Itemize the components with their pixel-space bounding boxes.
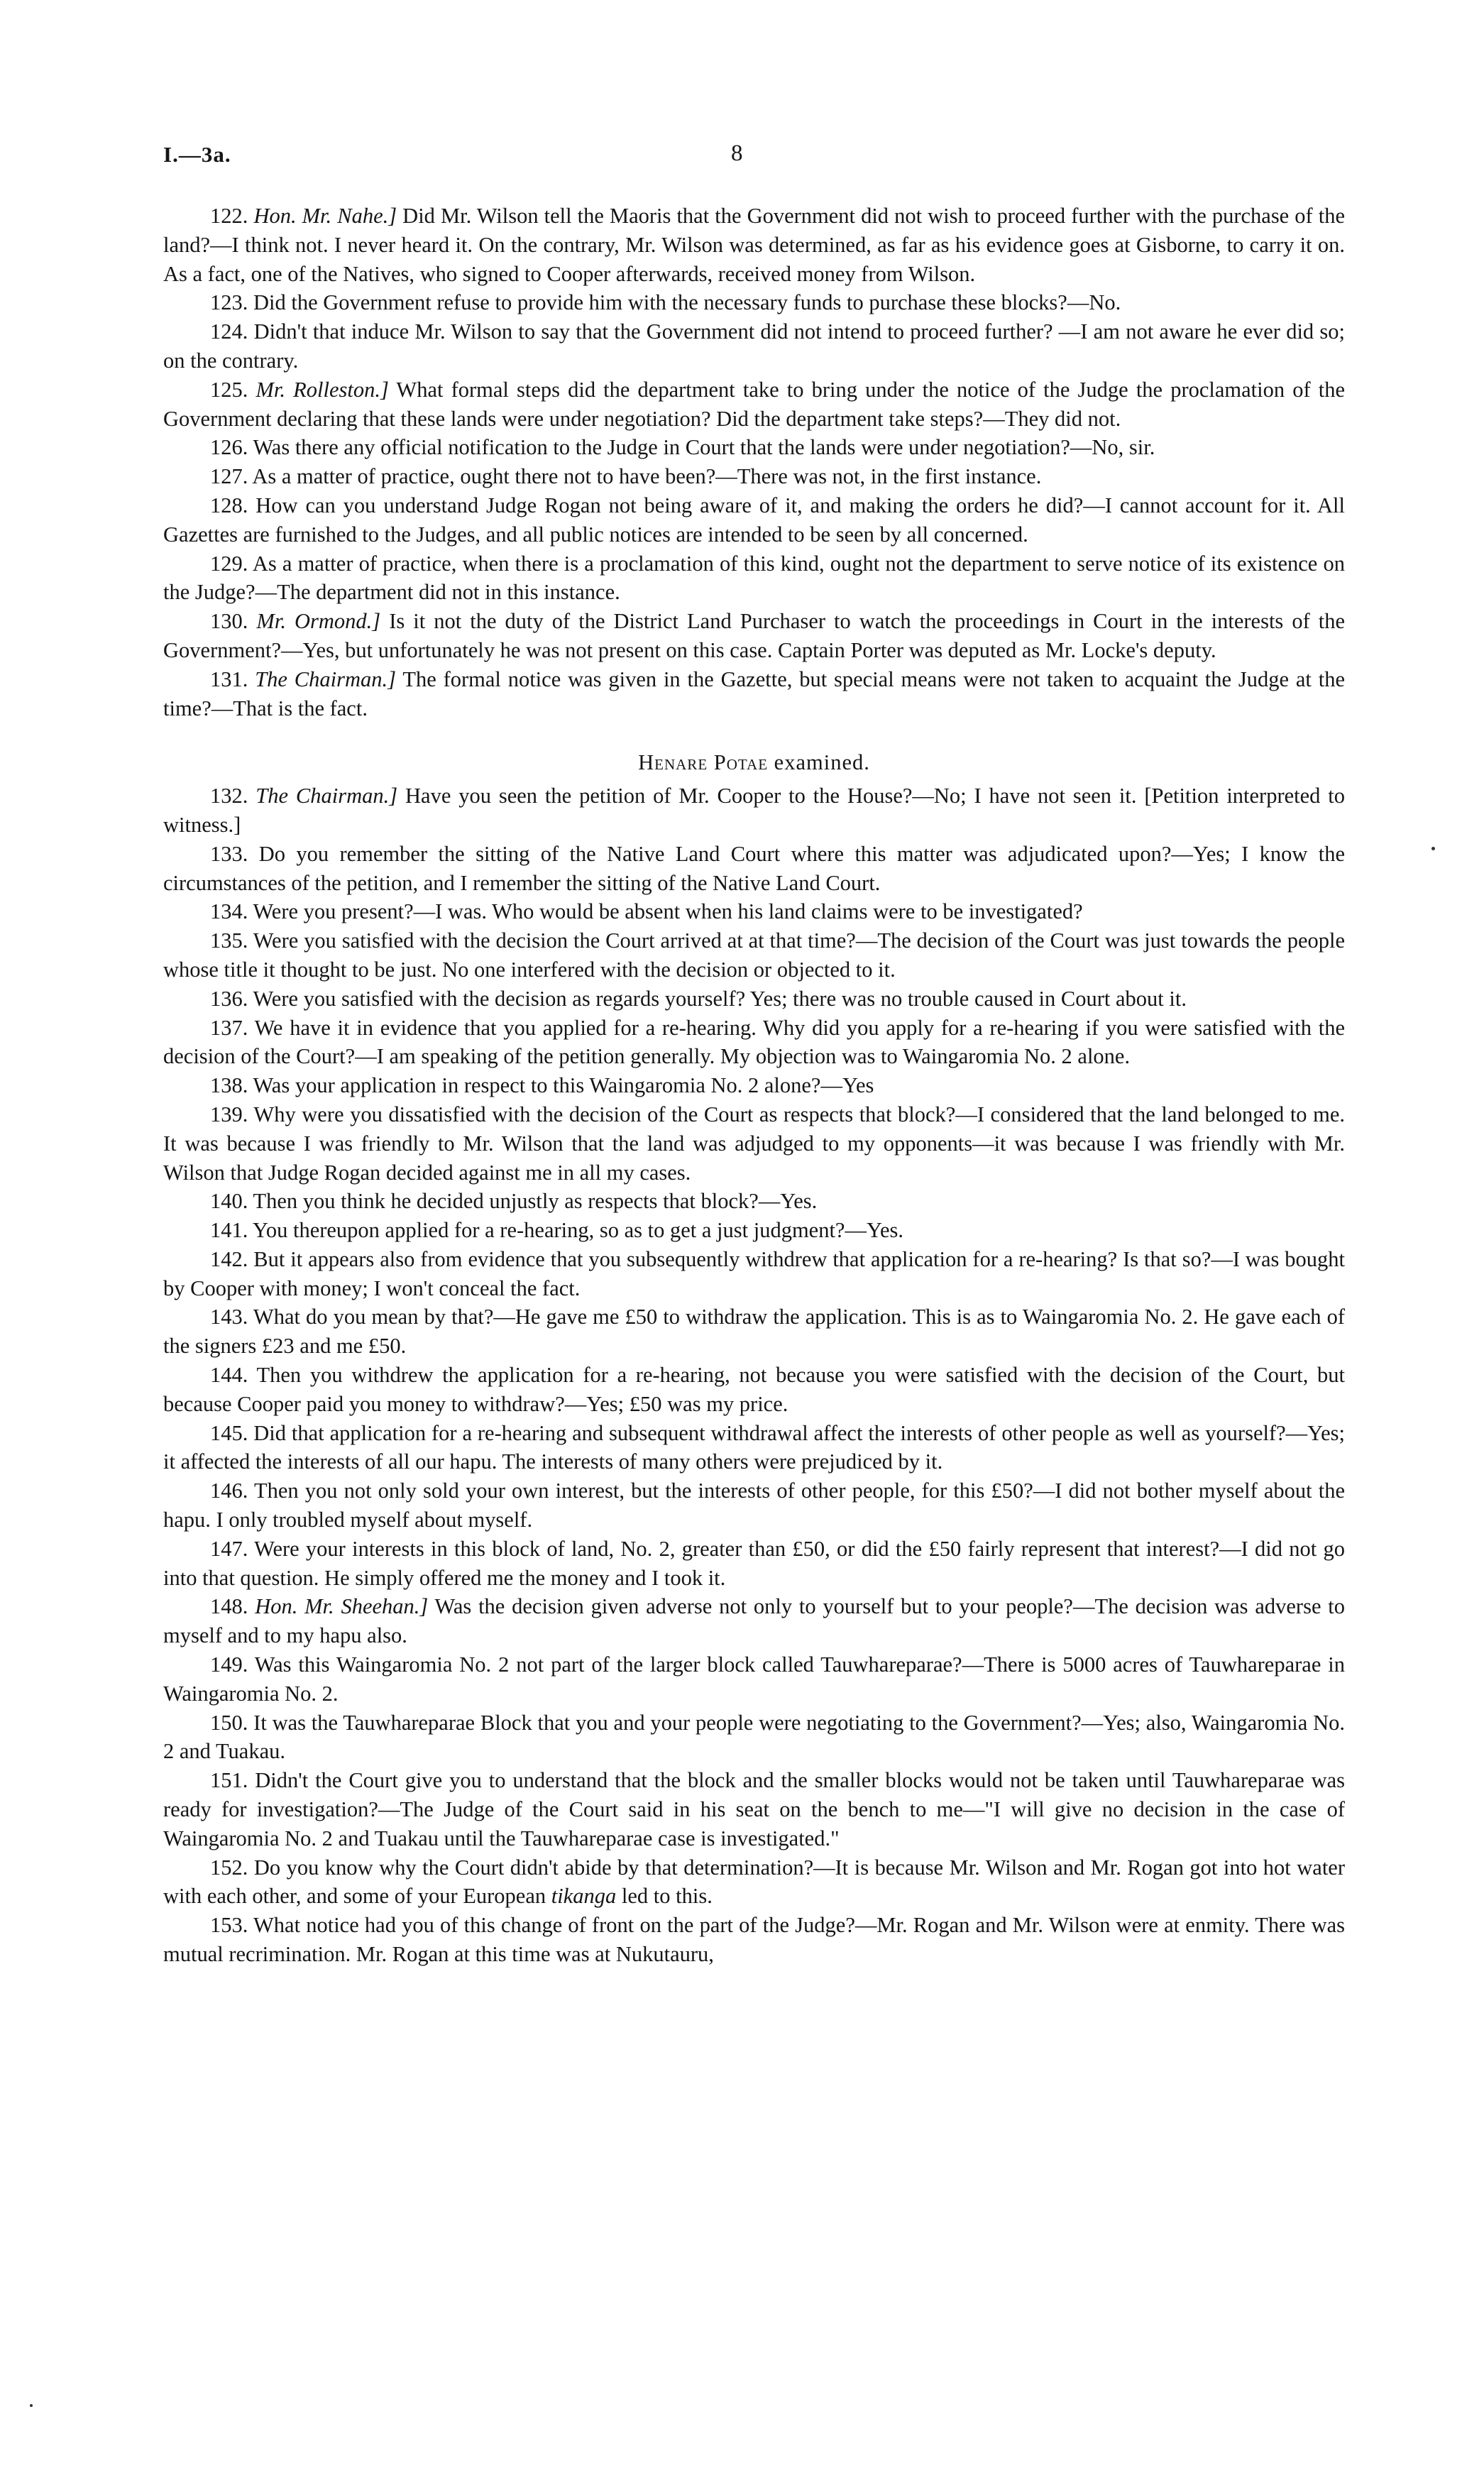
question-number: 130.	[210, 609, 248, 634]
speaker-label: The Chairman.]	[255, 667, 397, 691]
testimony-text: Do you remember the sitting of the Native Land Court where this matter was adjudicated upon?—Yes; I know the circumstances of the petition, and I remember the sitting of the Native Land Court.	[163, 841, 1345, 895]
question-number: 144.	[210, 1363, 248, 1388]
testimony-text: But it appears also from evidence that you subsequently withdrew that application for a re-hearing? Is that so?—I was bought by Cooper with money; I won't conceal the fact.	[163, 1246, 1345, 1300]
witness-name: Henare Potae	[638, 750, 769, 775]
question-paragraph	[163, 781, 1345, 840]
question-number: 149.	[210, 1652, 248, 1677]
question-number: 152.	[210, 1855, 248, 1880]
question-paragraph	[163, 1535, 1345, 1593]
testimony-text: Was the decision given adverse not only to yourself but to your people?—The decision was adverse to myself and to my hapu also.	[163, 1594, 1346, 1648]
question-paragraph	[163, 1476, 1345, 1535]
question-paragraph	[163, 897, 1345, 926]
question-number: 143.	[210, 1305, 248, 1329]
question-paragraph	[163, 1853, 1345, 1912]
section-heading	[163, 748, 1345, 777]
testimony-text: Did that application for a re-hearing and subsequent withdrawal affect the interests of other people as well as yourself?—Yes; it affected the interests of all our hapu. The interests of many others were prejudiced by it.	[163, 1420, 1345, 1474]
question-number: 138.	[210, 1073, 248, 1098]
speaker-label: Mr. Ormond.]	[256, 609, 381, 634]
testimony-text: What notice had you of this change of front on the part of the Judge?—Mr. Rogan and Mr. Wilson were at enmity. There was mutual recrimination. Mr. Rogan at this time was at Nukutauru,	[163, 1913, 1345, 1967]
question-number: 136.	[210, 986, 248, 1011]
question-number: 147.	[210, 1536, 248, 1561]
maori-term: tikanga	[551, 1884, 617, 1909]
question-number: 135.	[210, 928, 248, 953]
page-number: 8	[731, 141, 743, 166]
testimony-text: Didn't that induce Mr. Wilson to say that the Government did not intend to proceed further? —I am not aware he ever did so; on the contrary.	[163, 319, 1346, 373]
question-paragraph	[163, 926, 1345, 985]
question-number: 137.	[210, 1015, 248, 1040]
question-paragraph	[163, 1766, 1345, 1853]
testimony-text: Then you withdrew the application for a re-hearing, not because you were satisfied with the decision of the Court, but because Cooper paid you money to withdraw?—Yes; £50 was my price.	[163, 1363, 1345, 1416]
question-number: 133.	[210, 841, 248, 866]
testimony-text: As a matter of practice, when there is a proclamation of this kind, ought not the department to serve notice of its existence on the Judge?—The department did not in this instance.	[163, 551, 1345, 605]
question-number: 148.	[210, 1594, 248, 1619]
testimony-text: Was this Waingaromia No. 2 not part of the larger block called Tauwhareparae?—There is 5000 acres of Tauwhareparae in Waingaromia No. 2.	[163, 1652, 1345, 1706]
testimony-text: Did Mr. Wilson tell the Maoris that the Government did not wish to proceed further with the purchase of the land?—I think not. I never heard it. On the contrary, Mr. Wilson was determined, as far as his evidence goes at Gisborne, to carry it on. As a fact, one of the Natives, who signed to Cooper afterwards, received money from Wilson.	[163, 204, 1346, 286]
question-paragraph	[163, 1592, 1345, 1650]
question-paragraph	[163, 549, 1345, 608]
evidence-block-1	[163, 202, 1345, 723]
testimony-text: Do you know why the Court didn't abide by that determination?—It is because Mr. Wilson and Mr. Rogan got into hot water with each other, and some of your European	[163, 1855, 1345, 1909]
question-paragraph	[163, 1709, 1345, 1767]
question-number: 140.	[210, 1189, 248, 1214]
question-number: 132.	[210, 784, 248, 808]
question-paragraph	[163, 1216, 1345, 1245]
testimony-text: Is it not the duty of the District Land Purchaser to watch the proceedings in Court in the interests of the Government?—Yes, but unfortunately he was not present on this case. Captain Porter was deputed as Mr. Locke's deputy.	[163, 609, 1346, 662]
question-paragraph	[163, 1302, 1345, 1361]
testimony-text: What formal steps did the department take to bring under the notice of the Judge the proclamation of the Government declaring that these lands were under negotiation? Did the department take steps?—They did not.	[163, 377, 1346, 431]
testimony-text: Have you seen the petition of Mr. Cooper to the House?—No; I have not seen it. [Petition interpreted to witness.]	[163, 784, 1346, 837]
testimony-text: Why were you dissatisfied with the decision of the Court as respects that block?—I considered that the land belonged to me. It was because I was friendly to Mr. Wilson that the land was adjudged to my opponents—it was because I was friendly with Mr. Wilson that Judge Rogan decided against me in all my cases.	[163, 1102, 1346, 1185]
question-number: 146.	[210, 1479, 248, 1503]
speaker-label: Mr. Rolleston.]	[255, 377, 389, 402]
question-paragraph	[163, 491, 1345, 549]
body-text	[163, 202, 1345, 1969]
document-reference: I.—3a.	[163, 142, 231, 167]
question-paragraph	[163, 985, 1345, 1014]
question-paragraph	[163, 433, 1345, 462]
question-paragraph	[163, 1100, 1345, 1187]
question-number: 123.	[210, 290, 248, 315]
speaker-label: Hon. Mr. Sheehan.]	[255, 1594, 429, 1619]
question-paragraph	[163, 1361, 1345, 1419]
question-paragraph	[163, 1187, 1345, 1216]
heading-suffix: examined.	[774, 750, 870, 775]
testimony-text: You thereupon applied for a re-hearing, so as to get a just judgment?—Yes.	[252, 1218, 903, 1243]
question-paragraph	[163, 202, 1345, 288]
testimony-text: Were your interests in this block of land, No. 2, greater than £50, or did the £50 fairly represent that interest?—I did not go into that question. He simply offered me the money and I took it.	[163, 1536, 1346, 1590]
question-paragraph	[163, 607, 1345, 665]
testimony-text: How can you understand Judge Rogan not being aware of it, and making the orders he did?—I cannot account for it. All Gazettes are furnished to the Judges, and all public notices are intended to be seen by all concerned.	[163, 493, 1345, 547]
testimony-text: It was the Tauwhareparae Block that you and your people were negotiating to the Government?—Yes; also, Waingaromia No. 2 and Tuakau.	[163, 1710, 1345, 1764]
question-number: 131.	[210, 667, 248, 691]
question-paragraph	[163, 1014, 1345, 1072]
testimony-text: Were you satisfied with the decision the Court arrived at at that time?—The decision of the Court was just towards the people whose title it thought to be just. No one interfered with the decision or objected to it.	[163, 928, 1345, 982]
testimony-text: Then you think he decided unjustly as respects that block?—Yes.	[253, 1189, 818, 1214]
testimony-text: Were you present?—I was. Who would be absent when his land claims were to be investigated?	[253, 899, 1083, 924]
testimony-text: We have it in evidence that you applied for a re-hearing. Why did you apply for a re-hearing if you were satisfied with the decision of the Court?—I am speaking of the petition generally. My objection was to Waingaromia No. 2 alone.	[163, 1015, 1345, 1069]
question-paragraph	[163, 665, 1345, 723]
testimony-text: Didn't the Court give you to understand that the block and the smaller blocks would not be taken until Tauwhareparae was ready for investigation?—The Judge of the Court said in his seat on the bench to me—"I will give no decision in the case of Waingaromia No. 2 and Tuakau until the Tauwhareparae case is investigated."	[163, 1768, 1345, 1850]
question-number: 139.	[210, 1102, 248, 1126]
question-number: 127.	[210, 464, 248, 489]
question-number: 134.	[210, 899, 248, 924]
question-number: 153.	[210, 1913, 248, 1938]
testimony-text: The formal notice was given in the Gazette, but special means were not taken to acquaint the Judge at the time?—That is the fact.	[163, 667, 1345, 720]
question-paragraph	[163, 375, 1345, 434]
margin-mark	[1431, 847, 1435, 850]
margin-mark	[30, 2404, 33, 2407]
question-number: 129.	[210, 551, 248, 576]
question-number: 126.	[210, 435, 248, 460]
question-number: 122.	[210, 204, 248, 228]
question-paragraph	[163, 1650, 1345, 1709]
question-number: 142.	[210, 1246, 248, 1271]
question-number: 128.	[210, 493, 248, 517]
speaker-label: The Chairman.]	[255, 784, 398, 808]
question-paragraph	[163, 1071, 1345, 1100]
question-number: 150.	[210, 1710, 248, 1735]
question-paragraph	[163, 1911, 1345, 1969]
testimony-text: Was there any official notification to the Judge in Court that the lands were under negotiation?—No, sir.	[253, 435, 1155, 460]
question-paragraph	[163, 317, 1345, 375]
question-paragraph	[163, 288, 1345, 317]
question-paragraph	[163, 1245, 1345, 1303]
evidence-block-2	[163, 781, 1345, 1969]
question-number: 141.	[210, 1218, 248, 1243]
question-paragraph	[163, 462, 1345, 491]
testimony-text-tail: led to this.	[621, 1884, 713, 1909]
testimony-text: What do you mean by that?—He gave me £50 to withdraw the application. This is as to Waingaromia No. 2. He gave each of the signers £23 and me £50.	[163, 1305, 1345, 1359]
testimony-text: As a matter of practice, ought there not to have been?—There was not, in the first instance.	[252, 464, 1042, 489]
question-paragraph	[163, 840, 1345, 898]
testimony-text: Were you satisfied with the decision as regards yourself? Yes; there was no trouble caused in Court about it.	[253, 986, 1187, 1011]
question-number: 151.	[210, 1768, 248, 1793]
question-paragraph	[163, 1419, 1345, 1477]
question-number: 145.	[210, 1420, 248, 1445]
question-number: 125.	[210, 377, 248, 402]
testimony-text: Did the Government refuse to provide him with the necessary funds to purchase these blocks?—No.	[253, 290, 1121, 315]
testimony-text: Then you not only sold your own interest, but the interests of other people, for this £50?—I did not bother myself about the hapu. I only troubled myself about myself.	[163, 1479, 1345, 1532]
speaker-label: Hon. Mr. Nahe.]	[253, 204, 397, 228]
testimony-text: Was your application in respect to this Waingaromia No. 2 alone?—Yes	[253, 1073, 874, 1098]
question-number: 124.	[210, 319, 248, 344]
